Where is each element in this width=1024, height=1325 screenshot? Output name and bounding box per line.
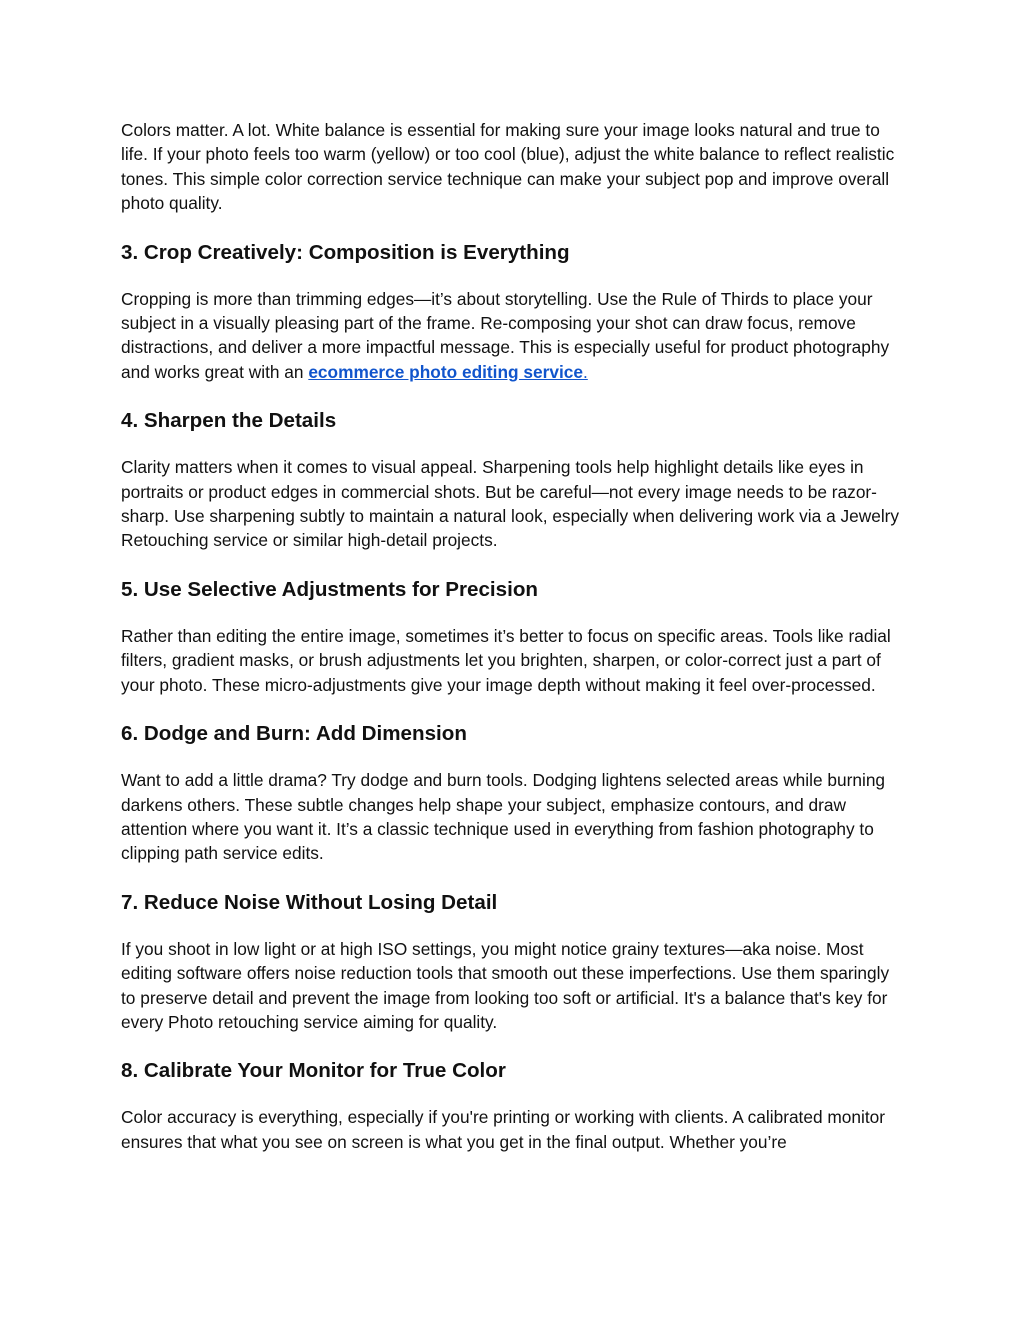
intro-paragraph: Colors matter. A lot. White balance is essential for making sure your image looks natural and true to life. If your photo feels too warm (yellow) or too cool (blue), adjust the white balance to reflect realistic tones. This simple color correction service technique can make your subject pop and improve overall photo quality.	[121, 120, 895, 214]
section-body-dodge-burn: Want to add a little drama? Try dodge and burn tools. Dodging lightens selected areas while burning darkens others. These subtle changes help shape your subject, emphasize contours, and draw attention where you want it. It’s a classic technique used in everything from fashion photography to clipping path service edits.	[121, 770, 886, 864]
section-heading-selective: 5. Use Selective Adjustments for Precision	[121, 577, 538, 601]
section-body-noise: If you shoot in low light or at high ISO settings, you might notice grainy textures—aka noise. Most editing software offers noise reduction tools that smooth out these imperfections. Use them sparingly to preserve detail and prevent the image from looking too soft or artificial. It's a balance that's key for every Photo retouching service aiming for quality.	[121, 938, 890, 1032]
section-heading-dodge-burn: 6. Dodge and Burn: Add Dimension	[121, 722, 467, 746]
section-heading-crop: 3. Crop Creatively: Composition is Everything	[121, 240, 570, 264]
section-body-calibrate: Color accuracy is everything, especially if you're printing or working with clients. A calibrated monitor ensures that what you see on screen is what you get in the final output. Whether you’re	[121, 1107, 886, 1152]
section-heading-calibrate: 8. Calibrate Your Monitor for True Color	[121, 1059, 506, 1083]
section-body-crop	[121, 287, 905, 385]
ecommerce-photo-editing-link[interactable]: ecommerce photo editing service	[308, 361, 583, 382]
section-body-sharpen: Clarity matters when it comes to visual appeal. Sharpening tools help highlight details like eyes in portraits or product edges in commercial shots. But be careful—not every image needs to be razor-sharp. Use sharpening subtly to maintain a natural look, especially when delivering work via a Jewelry Retouching service or similar high-detail projects.	[121, 457, 900, 551]
document-content	[121, 118, 905, 1154]
section-body-selective: Rather than editing the entire image, sometimes it’s better to focus on specific areas. Tools like radial filters, gradient masks, or brush adjustments let you brighten, sharpen, or color-correct just a part of your photo. These micro-adjustments give your image depth without making it feel over-processed.	[121, 625, 891, 695]
section-body-crop-text: Cropping is more than trimming edges—it’s about storytelling. Use the Rule of Thirds to place your subject in a visually pleasing part of the frame. Re-composing your shot can draw focus, remove distractions, and deliver a more impactful message. This is especially useful for product photography and works great with an	[121, 288, 890, 382]
section-heading-sharpen: 4. Sharpen the Details	[121, 409, 337, 433]
link-period: .	[582, 361, 588, 382]
section-heading-noise: 7. Reduce Noise Without Losing Detail	[121, 890, 498, 914]
